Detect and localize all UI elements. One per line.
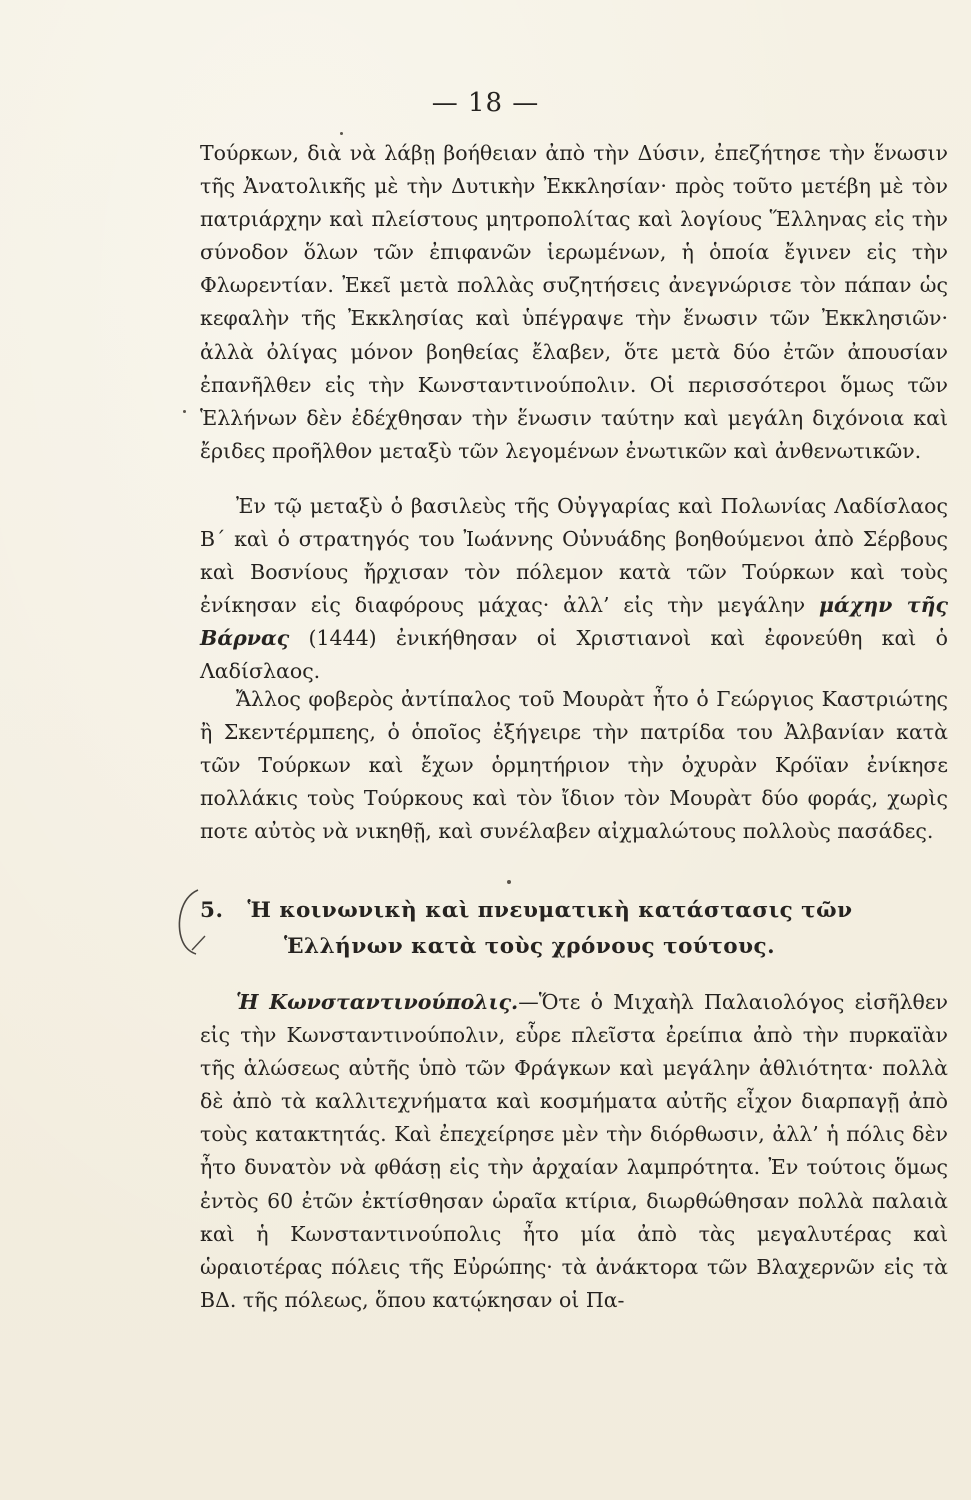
paragraph-1 xyxy=(200,137,948,468)
paragraph-2-text xyxy=(200,490,948,689)
paragraph-4-text xyxy=(200,986,948,1317)
page-number: — 18 — xyxy=(431,88,540,118)
section-title-line-1: Ἡ κοινωνικὴ καὶ πνευματικὴ κατάστασις τῶν xyxy=(247,898,853,923)
paragraph-1-text: Τούρκων, διὰ νὰ λάβῃ βοήθειαν ἀπὸ τὴν Δύσιν, ἐπεζήτησε τὴν ἕνωσιν τῆς Ἀνατολικῆς μὲ τὴν Δυτικὴν Ἐκκλησίαν· πρὸς τοῦτο μετέβη μὲ τὸν πατριάρχην καὶ πλείστους μητροπολίτας καὶ λογίους Ἕλληνας εἰς τὴν σύνοδον ὅλων τῶν ἐπιφανῶν ἱερωμένων, ἡ ὁποία ἔγινεν εἰς τὴν Φλωρεντίαν. Ἐκεῖ μετὰ πολλὰς συζητήσεις ἀνεγνώρισε τὸν πάπαν ὡς κεφαλὴν τῆς Ἐκκλησίας καὶ ὑπέγραψε τὴν ἕνωσιν τῶν Ἐκκλησιῶν· ἀλλὰ ὀλίγας μόνον βοηθείας ἔλαβεν, ὅτε μετὰ δύο ἐτῶν ἀπουσίαν ἐπανῆλθεν εἰς τὴν Κωνσταντινούπολιν. Οἱ περισσότεροι ὅμως τῶν Ἑλλήνων δὲν ἐδέχθησαν τὴν ἕνωσιν ταύτην καὶ μεγάλη διχόνοια καὶ ἔριδες προῆλθον μεταξὺ τῶν λεγομένων ἐνωτικῶν καὶ ἀνθενωτικῶν. xyxy=(200,141,948,463)
constantinople-subheading: Ἡ Κωνσταντινούπολις. xyxy=(236,990,519,1014)
paragraph-2 xyxy=(200,490,948,689)
paragraph-4 xyxy=(200,986,948,1317)
ink-speck xyxy=(340,132,343,135)
section-heading xyxy=(200,893,948,965)
paragraph-3 xyxy=(200,683,948,848)
ink-speck xyxy=(507,880,511,884)
section-number: 5. xyxy=(200,898,224,923)
ink-speck xyxy=(183,410,186,413)
paragraph-3-text: Ἄλλος φοβερὸς ἀντίπαλος τοῦ Μουρὰτ ἦτο ὁ Γεώργιος Καστριώτης ἢ Σκεντέρμπεης, ὁ ὁποῖος ἐξήγειρε τὴν πατρίδα του Ἀλβανίαν κατὰ τῶν Τούρκων καὶ ἔχων ὁρμητήριον τὴν ὀχυρὰν Κρόϊαν ἐνίκησε πολλάκις τοὺς Τούρκους καὶ τὸν ἴδιον τὸν Μουρὰτ δύο φοράς, χωρὶς ποτε αὐτὸς νὰ νικηθῇ, καὶ συνέλαβεν αἰχμαλώτους πολλοὺς πασάδες. xyxy=(200,687,948,844)
paragraph-2-end: (1444) ἐνικήθησαν οἱ Χριστιανοὶ καὶ ἐφονεύθη καὶ ὁ Λαδίσλαος. xyxy=(200,626,948,684)
section-title-line-2: Ἑλλήνων κατὰ τοὺς χρόνους τούτους. xyxy=(284,934,776,959)
battle-of-varna-emphasis: μάχην τῆς Βάρνας xyxy=(200,593,948,651)
paragraph-4-body: —Ὅτε ὁ Μιχαὴλ Παλαιολόγος εἰσῆλθεν εἰς τὴν Κωνσταντινούπολιν, εὗρε πλεῖστα ἐρείπια ἀπὸ τὴν πυρκαϊὰν τῆς ἁλώσεως αὐτῆς ὑπὸ τῶν Φράγκων καὶ μεγάλην ἀθλιότητα· πολλὰ δὲ ἀπὸ τὰ καλλιτεχνήματα καὶ κοσμήματα αὐτῆς εἶχον διαρπαγῇ ἀπὸ τοὺς κατακτητάς. Καὶ ἐπεχείρησε μὲν τὴν διόρθωσιν, ἀλλ’ ἡ πόλις δὲν ἦτο δυνατὸν νὰ φθάσῃ εἰς τὴν ἀρχαίαν λαμπρότητα. Ἐν τούτοις ὅμως ἐντὸς 60 ἐτῶν ἐκτίσθησαν ὡραῖα κτίρια, διωρθώθησαν πολλὰ παλαιὰ καὶ ἡ Κωνσταντινούπολις ἦτο μία ἀπὸ τὰς μεγαλυτέρας καὶ ὡραιοτέρας πόλεις τῆς Εὐρώπης· τὰ ἀνάκτορα τῶν Βλαχερνῶν εἰς τὰ ΒΔ. τῆς πόλεως, ὅπου κατῴκησαν οἱ Πα- xyxy=(200,990,948,1312)
paragraph-2-start: Ἐν τῷ μεταξὺ ὁ βασιλεὺς τῆς Οὐγγαρίας καὶ Πολωνίας Λαδίσλαος Β΄ καὶ ὁ στρατηγός του Ἰωάννης Οὐνυάδης βοηθούμενοι ἀπὸ Σέρβους καὶ Βοσνίους ἤρχισαν τὸν πόλεμον κατὰ τῶν Τούρκων καὶ τοὺς ἐνίκησαν εἰς διαφόρους μάχας· ἀλλ’ εἰς τὴν μεγάλην xyxy=(200,494,948,618)
